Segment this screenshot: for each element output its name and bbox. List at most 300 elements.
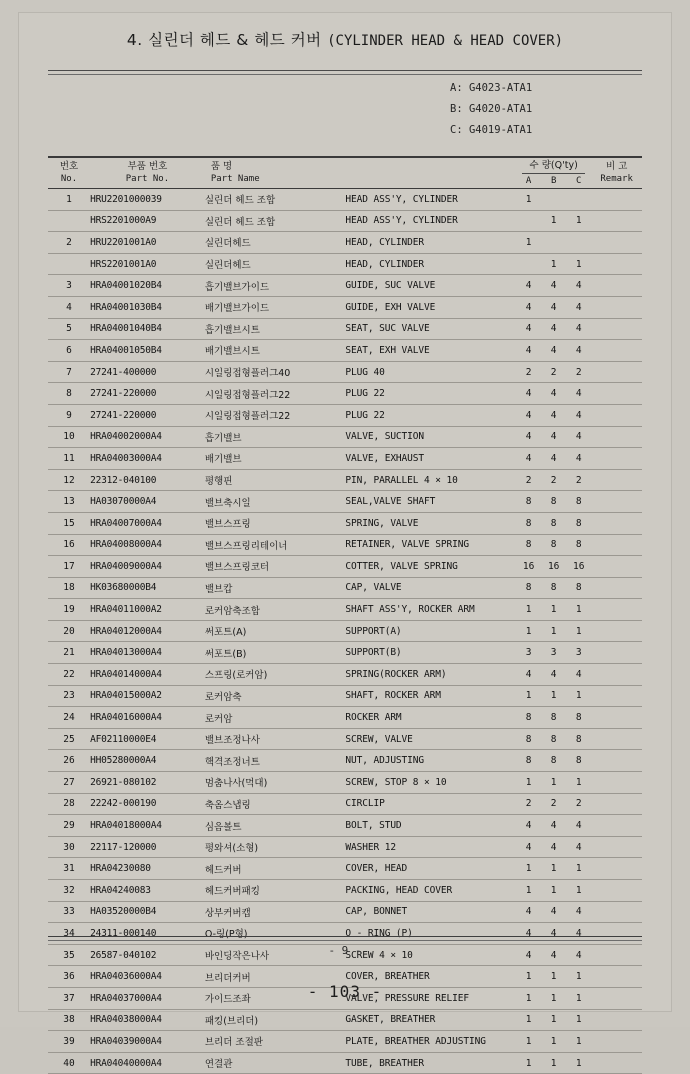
cell-part-number: HRA04008000A4 [90,534,205,556]
cell-remark [591,599,642,621]
cell-remark [591,858,642,880]
cell-part-number: HRA04012000A4 [90,620,205,642]
cell-name-kr: 흡기밸브가이드 [205,275,346,297]
cell-name-en: GASKET, BREATHER [345,1009,516,1031]
cell-item-number: 5 [48,318,90,340]
cell-qty-b: 1 [541,1052,566,1074]
cell-remark [591,448,642,470]
bottom-page-number: - 103 - [307,982,383,1001]
cell-qty-a: 4 [516,815,541,837]
cell-remark [591,210,642,232]
cell-part-number: 27241-400000 [90,361,205,383]
table-row [48,491,642,513]
cell-name-en: SHAFT, ROCKER ARM [345,685,516,707]
cell-name-en: COVER, HEAD [345,858,516,880]
table-row [48,1031,642,1053]
cell-remark [591,361,642,383]
cell-item-number: 28 [48,793,90,815]
cell-qty-c: 4 [566,448,591,470]
cell-qty-c: 1 [566,1031,591,1053]
cell-qty-b: 4 [541,944,566,966]
cell-part-number: HRU2201000039 [90,189,205,211]
cell-name-en: HEAD, CYLINDER [345,232,516,254]
cell-part-number: 26921-080102 [90,772,205,794]
cell-qty-c: 4 [566,944,591,966]
cell-remark [591,577,642,599]
cell-remark [591,534,642,556]
cell-part-number: HRA04014000A4 [90,664,205,686]
cell-part-number: HRA04007000A4 [90,512,205,534]
cell-item-number: 13 [48,491,90,513]
cell-remark [591,1052,642,1074]
cell-item-number: 9 [48,404,90,426]
cell-item-number: 31 [48,858,90,880]
cell-remark [591,772,642,794]
table-row [48,642,642,664]
cell-qty-a: 4 [516,318,541,340]
cell-item-number: 8 [48,383,90,405]
cell-qty-b: 1 [541,210,566,232]
cell-name-en: GUIDE, EXH VALVE [345,296,516,318]
cell-qty-b: 1 [541,772,566,794]
cell-qty-a: 4 [516,448,541,470]
cell-remark [591,793,642,815]
cell-item-number: 18 [48,577,90,599]
cell-part-number: HRA04038000A4 [90,1009,205,1031]
cell-remark [591,232,642,254]
cell-item-number: 12 [48,469,90,491]
cell-qty-b: 1 [541,1009,566,1031]
cell-name-kr: 로커암축조합 [205,599,346,621]
cell-name-en: NUT, ADJUSTING [345,750,516,772]
cell-remark [591,383,642,405]
cell-part-number: HH05280000A4 [90,750,205,772]
cell-part-number: HRA04003000A4 [90,448,205,470]
cell-remark [591,253,642,275]
cell-qty-a: 1 [516,620,541,642]
cell-item-number: 17 [48,556,90,578]
model-code-list [450,78,630,141]
header-remark-en: Remark [600,174,633,184]
cell-qty-c: 1 [566,858,591,880]
table-row [48,340,642,362]
page-title [0,28,690,50]
cell-qty-a: 1 [516,880,541,902]
header-qty-b: B [550,175,557,186]
header-part-no [90,157,205,189]
cell-qty-a: 1 [516,772,541,794]
cell-name-kr: 밸브스프링리테이너 [205,534,346,556]
cell-item-number: 20 [48,620,90,642]
cell-qty-b: 1 [541,1031,566,1053]
cell-qty-b: 4 [541,275,566,297]
table-row [48,685,642,707]
cell-qty-a: 2 [516,469,541,491]
cell-item-number: 35 [48,944,90,966]
table-row [48,448,642,470]
inner-page-number: - 9 - [328,944,362,957]
cell-part-number: HRA04001020B4 [90,275,205,297]
cell-name-en: SPRING(ROCKER ARM) [345,664,516,686]
cell-part-number: HRS2201001A0 [90,253,205,275]
cell-item-number: 22 [48,664,90,686]
cell-remark [591,642,642,664]
cell-name-kr: 배기밸브가이드 [205,296,346,318]
table-row [48,189,642,211]
cell-name-en: SEAT, SUC VALVE [345,318,516,340]
cell-qty-a: 4 [516,296,541,318]
cell-qty-b [541,189,566,211]
cell-item-number: 21 [48,642,90,664]
cell-item-number: 40 [48,1052,90,1074]
cell-part-number: HA03070000A4 [90,491,205,513]
cell-part-number: HRA04016000A4 [90,707,205,729]
cell-name-kr: 밸브스프링 [205,512,346,534]
table-row [48,836,642,858]
table-row [48,1009,642,1031]
cell-name-kr: 브리더커버 [205,966,346,988]
cell-qty-c: 4 [566,318,591,340]
cell-qty-c: 2 [566,469,591,491]
cell-qty-c: 1 [566,880,591,902]
header-remark-kr: 비 고 [605,161,628,172]
cell-name-en: ROCKER ARM [345,707,516,729]
cell-name-en: SCREW 4 × 10 [345,944,516,966]
cell-name-kr: 흡기밸브 [205,426,346,448]
cell-name-en: CIRCLIP [345,793,516,815]
table-row [48,728,642,750]
cell-name-kr: 써포트(B) [205,642,346,664]
cell-part-number: HRA04013000A4 [90,642,205,664]
cell-qty-c: 8 [566,707,591,729]
table-row [48,1052,642,1074]
header-part-name-kr: 품 명 [210,161,233,172]
cell-qty-a: 4 [516,426,541,448]
title-divider [48,70,642,75]
cell-qty-c: 1 [566,620,591,642]
cell-remark [591,901,642,923]
cell-item-number: 25 [48,728,90,750]
cell-name-en: WASHER 12 [345,836,516,858]
cell-item-number: 23 [48,685,90,707]
cell-name-en: BOLT, STUD [345,815,516,837]
cell-name-en: RETAINER, VALVE SPRING [345,534,516,556]
cell-name-kr: 실린더 헤드 조합 [205,189,346,211]
cell-name-kr: O-링(P형) [205,923,346,945]
cell-part-number: HRA04040000A4 [90,1052,205,1074]
cell-qty-b: 4 [541,448,566,470]
cell-part-number: 22312-040100 [90,469,205,491]
cell-qty-a: 2 [516,793,541,815]
cell-qty-c: 4 [566,664,591,686]
cell-qty-b: 1 [541,620,566,642]
cell-item-number: 16 [48,534,90,556]
table-row [48,318,642,340]
cell-name-kr: 축옴스냅링 [205,793,346,815]
cell-remark [591,750,642,772]
cell-name-kr: 시일링접형플러그22 [205,404,346,426]
header-quantity-label: 수 량(Q'ty) [522,159,585,174]
cell-qty-c: 4 [566,340,591,362]
cell-part-number: 26587-040102 [90,944,205,966]
cell-item-number: 11 [48,448,90,470]
cell-part-number: HRA04230080 [90,858,205,880]
header-remark [591,157,642,189]
cell-qty-c: 1 [566,210,591,232]
cell-item-number: 1 [48,189,90,211]
cell-part-number: 27241-220000 [90,404,205,426]
cell-item-number: 27 [48,772,90,794]
cell-part-number: HRA04001030B4 [90,296,205,318]
cell-item-number: 2 [48,232,90,254]
cell-qty-c: 4 [566,383,591,405]
cell-part-number: HRA04009000A4 [90,556,205,578]
cell-qty-a: 2 [516,361,541,383]
cell-qty-b: 4 [541,426,566,448]
header-no [48,157,90,189]
table-row [48,750,642,772]
cell-qty-a: 8 [516,728,541,750]
parts-table-body [48,189,642,1074]
header-qty-a: A [525,175,532,186]
cell-part-number: HRA04002000A4 [90,426,205,448]
cell-qty-b: 1 [541,966,566,988]
cell-qty-c: 1 [566,1009,591,1031]
cell-qty-b: 1 [541,253,566,275]
table-row [48,426,642,448]
cell-qty-b: 2 [541,793,566,815]
cell-remark [591,318,642,340]
cell-qty-b: 8 [541,512,566,534]
cell-part-number: HRA04015000A2 [90,685,205,707]
cell-qty-c: 8 [566,534,591,556]
cell-qty-c [566,189,591,211]
cell-qty-b: 1 [541,987,566,1009]
cell-qty-c: 4 [566,404,591,426]
cell-item-number: 3 [48,275,90,297]
cell-remark [591,728,642,750]
cell-qty-c: 4 [566,901,591,923]
cell-item-number: 32 [48,880,90,902]
cell-remark [591,1031,642,1053]
cell-qty-a: 8 [516,707,541,729]
cell-name-kr: 헤드커버패킹 [205,880,346,902]
cell-name-en: COTTER, VALVE SPRING [345,556,516,578]
cell-part-number: HRA04011000A2 [90,599,205,621]
cell-qty-b: 1 [541,685,566,707]
cell-qty-a: 1 [516,1052,541,1074]
cell-part-number: HRU2201001A0 [90,232,205,254]
cell-name-kr: 써포트(A) [205,620,346,642]
cell-part-number: HA03520000B4 [90,901,205,923]
cell-remark [591,836,642,858]
cell-item-number: 33 [48,901,90,923]
cell-name-kr: 패킹(브리더) [205,1009,346,1031]
cell-qty-a: 16 [516,556,541,578]
cell-qty-a: 4 [516,923,541,945]
cell-name-kr: 밸브스프링코터 [205,556,346,578]
cell-remark [591,469,642,491]
cell-qty-b [541,232,566,254]
cell-part-number: HRA04039000A4 [90,1031,205,1053]
table-bottom-divider [48,936,642,941]
cell-qty-a: 1 [516,966,541,988]
cell-item-number [48,253,90,275]
table-row [48,923,642,945]
cell-qty-c: 1 [566,253,591,275]
cell-qty-b: 4 [541,815,566,837]
table-row [48,275,642,297]
cell-name-kr: 멈춤나사(먹대) [205,772,346,794]
cell-qty-b: 4 [541,664,566,686]
table-row [48,210,642,232]
cell-name-kr: 밸브조정나사 [205,728,346,750]
cell-name-en: COVER, BREATHER [345,966,516,988]
cell-qty-a: 1 [516,1031,541,1053]
cell-name-kr: 실린더헤드 [205,232,346,254]
cell-name-en: SCREW, VALVE [345,728,516,750]
cell-part-number: 27241-220000 [90,383,205,405]
cell-qty-c: 2 [566,793,591,815]
header-qty-c: C [576,175,582,186]
cell-qty-c: 8 [566,750,591,772]
cell-name-kr: 브리더 조절판 [205,1031,346,1053]
cell-name-kr: 상부커버캡 [205,901,346,923]
cell-name-en: CAP, VALVE [345,577,516,599]
cell-qty-c: 4 [566,275,591,297]
cell-item-number: 10 [48,426,90,448]
cell-item-number: 26 [48,750,90,772]
table-row [48,253,642,275]
cell-qty-b: 1 [541,858,566,880]
cell-part-number: 22117-120000 [90,836,205,858]
cell-qty-a: 3 [516,642,541,664]
model-code-b: B: G4020-ATA1 [450,103,533,115]
table-row [48,901,642,923]
cell-qty-a: 4 [516,275,541,297]
cell-qty-c: 4 [566,815,591,837]
table-row [48,858,642,880]
cell-qty-b: 1 [541,599,566,621]
table-row [48,793,642,815]
cell-qty-b: 4 [541,923,566,945]
cell-qty-b: 8 [541,707,566,729]
cell-qty-a: 1 [516,858,541,880]
cell-item-number: 36 [48,966,90,988]
cell-qty-c: 4 [566,296,591,318]
cell-remark [591,340,642,362]
cell-name-en: SHAFT ASS'Y, ROCKER ARM [345,599,516,621]
cell-item-number: 29 [48,815,90,837]
cell-remark [591,664,642,686]
table-row [48,815,642,837]
cell-name-kr: 헤드커버 [205,858,346,880]
model-code-a: A: G4023-ATA1 [450,82,533,94]
header-part-no-kr: 부품 번호 [127,161,168,172]
cell-name-en: CAP, BONNET [345,901,516,923]
cell-remark [591,556,642,578]
cell-name-kr: 실린더헤드 [205,253,346,275]
cell-qty-c: 1 [566,599,591,621]
cell-part-number: HRA04001040B4 [90,318,205,340]
cell-item-number: 19 [48,599,90,621]
cell-name-kr: 흡기밸브시트 [205,318,346,340]
cell-qty-b: 4 [541,404,566,426]
cell-qty-c: 1 [566,987,591,1009]
cell-part-number: HK03680000B4 [90,577,205,599]
cell-remark [591,620,642,642]
cell-name-en: HEAD ASS'Y, CYLINDER [345,189,516,211]
cell-qty-a: 1 [516,599,541,621]
cell-qty-c [566,232,591,254]
cell-qty-b: 8 [541,750,566,772]
cell-qty-c: 2 [566,361,591,383]
cell-item-number: 37 [48,987,90,1009]
cell-name-en: SCREW, STOP 8 × 10 [345,772,516,794]
cell-qty-a: 1 [516,189,541,211]
cell-qty-b: 4 [541,318,566,340]
cell-qty-a: 8 [516,512,541,534]
cell-remark [591,512,642,534]
table-row [48,534,642,556]
cell-remark [591,923,642,945]
cell-name-en: VALVE, SUCTION [345,426,516,448]
table-row [48,577,642,599]
model-code-c: C: G4019-ATA1 [450,124,533,136]
table-row [48,880,642,902]
cell-qty-a: 1 [516,987,541,1009]
cell-name-kr: 실린더 헤드 조합 [205,210,346,232]
cell-qty-b: 4 [541,836,566,858]
cell-name-kr: 배기밸브 [205,448,346,470]
cell-qty-c: 1 [566,772,591,794]
cell-item-number: 15 [48,512,90,534]
cell-part-number: HRA04037000A4 [90,987,205,1009]
cell-qty-c: 8 [566,512,591,534]
cell-name-en: SEAT, EXH VALVE [345,340,516,362]
cell-qty-b: 4 [541,296,566,318]
cell-qty-c: 16 [566,556,591,578]
cell-item-number: 4 [48,296,90,318]
cell-qty-a: 8 [516,750,541,772]
table-row [48,599,642,621]
cell-name-en: PACKING, HEAD COVER [345,880,516,902]
cell-name-kr: 바인딩작은나사 [205,944,346,966]
cell-part-number: HRA04018000A4 [90,815,205,837]
cell-qty-c: 1 [566,966,591,988]
table-row [48,383,642,405]
cell-qty-b: 16 [541,556,566,578]
header-part-name [205,157,516,189]
cell-qty-a: 4 [516,901,541,923]
cell-name-en: PLUG 22 [345,383,516,405]
cell-qty-a [516,210,541,232]
cell-name-kr: 로커암 [205,707,346,729]
cell-name-kr: 연결관 [205,1052,346,1074]
cell-item-number: 6 [48,340,90,362]
cell-remark [591,426,642,448]
cell-name-en: SUPPORT(B) [345,642,516,664]
cell-qty-a: 4 [516,836,541,858]
cell-part-number: HRA04036000A4 [90,966,205,988]
cell-qty-b: 8 [541,534,566,556]
page-title-kr: 4. 실린더 헤드 & 헤드 커버 [126,31,322,49]
cell-remark [591,880,642,902]
header-no-kr: 번호 [59,161,79,172]
cell-qty-b: 3 [541,642,566,664]
cell-qty-a: 1 [516,232,541,254]
cell-item-number: 39 [48,1031,90,1053]
